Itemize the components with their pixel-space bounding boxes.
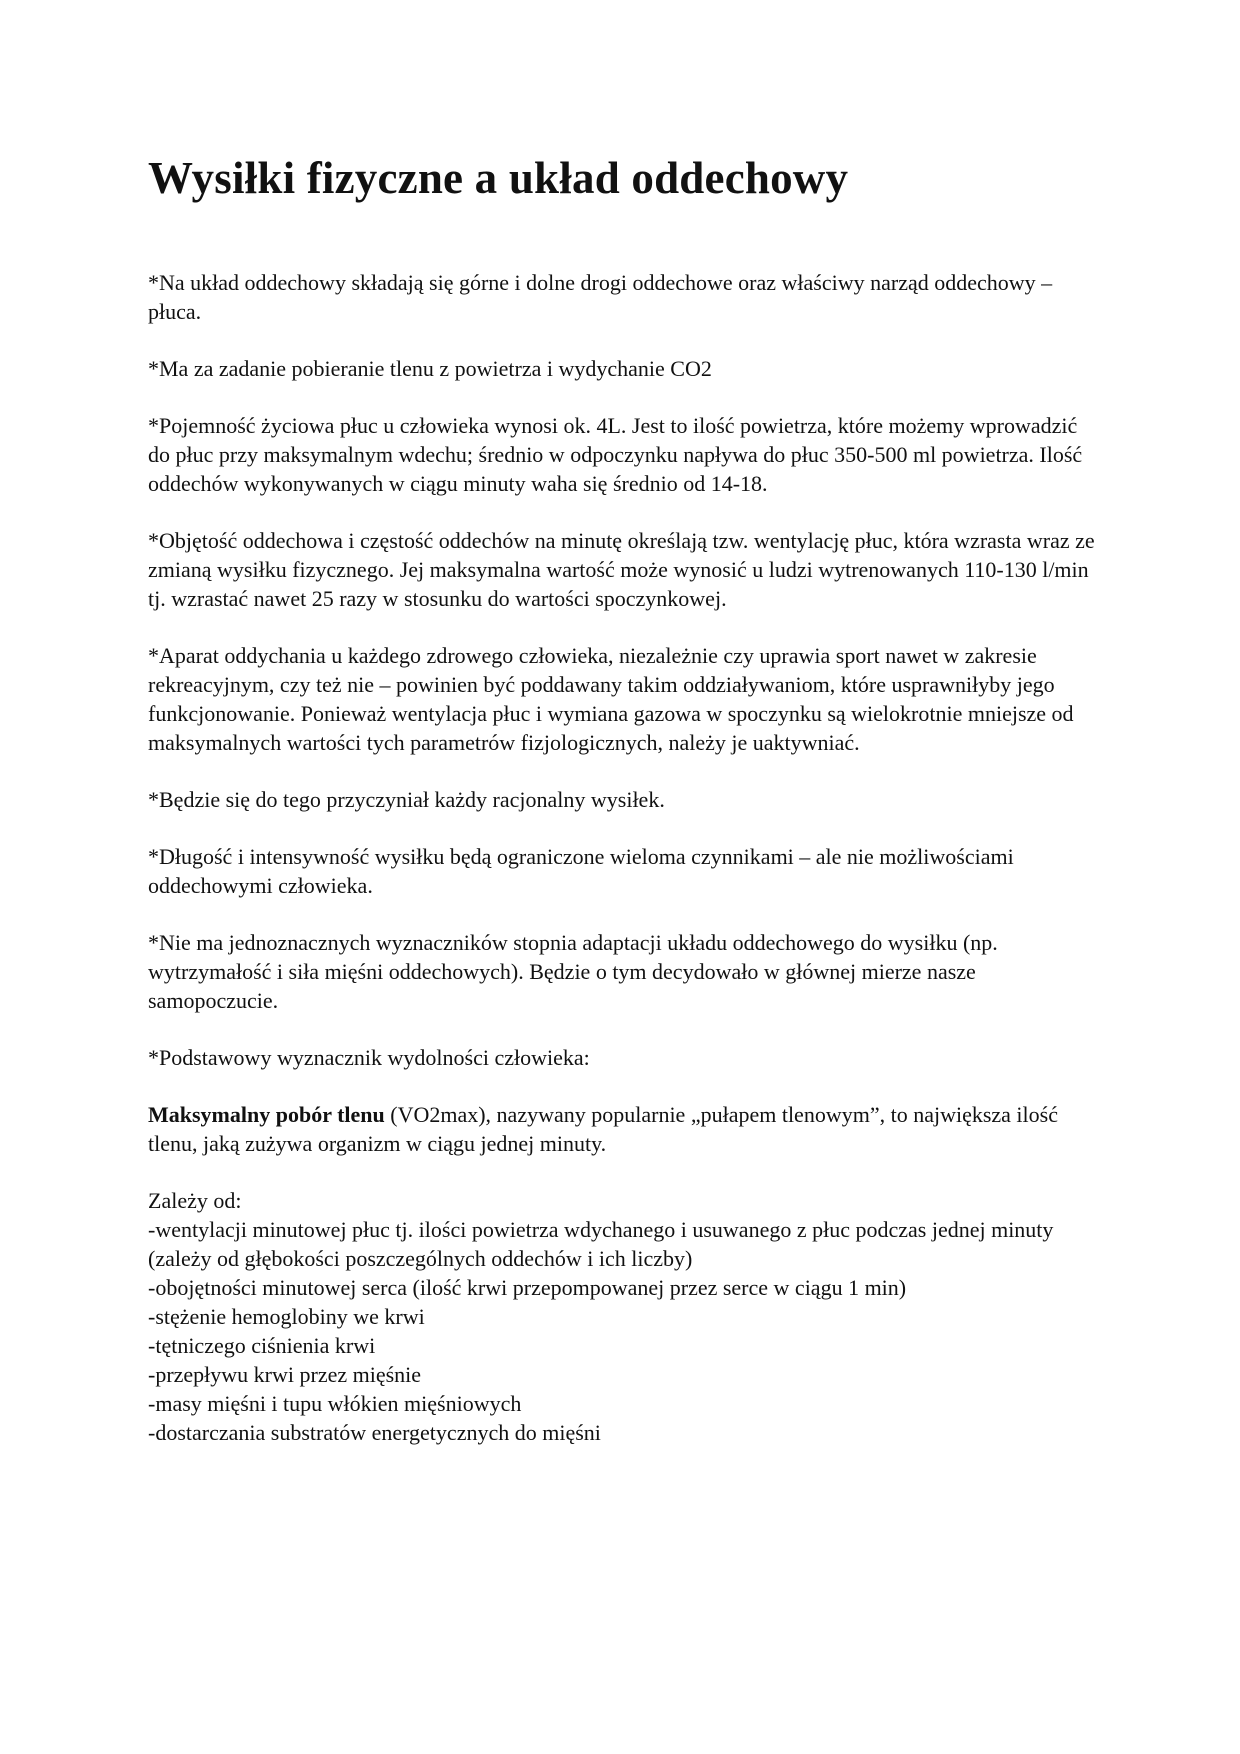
paragraph-respiratory-system: *Na układ oddechowy składają się górne i dolne drogi oddechowe oraz właściwy narząd oddechowy – płuca. [148, 270, 1053, 324]
paragraph-basic-indicator: *Podstawowy wyznacznik wydolności człowieka: [148, 1045, 590, 1070]
paragraph-effort-limits: *Długość i intensywność wysiłku będą ograniczone wieloma czynnikami – ale nie możliwościami oddechowymi człowieka. [148, 844, 1014, 898]
definition-vo2max [148, 1100, 1098, 1158]
paragraph-rational-effort: *Będzie się do tego przyczyniał każdy racjonalny wysiłek. [148, 787, 665, 812]
definition-term: Maksymalny pobór tlenu [148, 1102, 385, 1127]
document-title: Wysiłki fizyczne a układ oddechowy [148, 153, 849, 203]
list-item: -stężenie hemoglobiny we krwi [148, 1304, 425, 1329]
list-item: -obojętności minutowej serca (ilość krwi przepompowanej przez serce w ciągu 1 min) [148, 1275, 907, 1300]
paragraph-function: *Ma za zadanie pobieranie tlenu z powietrza i wydychanie CO2 [148, 356, 712, 381]
list-item: -dostarczania substratów energetycznych do mięśni [148, 1420, 601, 1445]
paragraph-adaptation: *Nie ma jednoznacznych wyznaczników stopnia adaptacji układu oddechowego do wysiłku (np. wytrzymałość i siła mięśni oddechowych). Będzie o tym decydowało w głównej mierze nasze samopoczucie. [148, 930, 998, 1013]
depends-on-list [148, 1215, 1098, 1447]
paragraph-breathing-apparatus: *Aparat oddychania u każdego zdrowego człowieka, niezależnie czy uprawia sport nawet w zakresie rekreacyjnym, czy też nie – powinien być poddawany takim oddziaływaniom, które usprawniłyby jego funkcjonowanie. Ponieważ wentylacja płuc i wymiana gazowa w spoczynku są wielokrotnie mniejsze od maksymalnych wartości tych parametrów fizjologicznych, należy je uaktywniać. [148, 643, 1074, 755]
document-page [148, 150, 1098, 1447]
list-item: -tętniczego ciśnienia krwi [148, 1333, 376, 1358]
definition-text: (VO2max), nazywany popularnie „pułapem tlenowym”, to największa ilość tlenu, jaką zużywa organizm w ciągu jednej minuty. [148, 1102, 1058, 1156]
list-item: -masy mięśni i tupu włókien mięśniowych [148, 1391, 522, 1416]
depends-on-label: Zależy od: [148, 1188, 242, 1213]
paragraph-lung-capacity: *Pojemność życiowa płuc u człowieka wynosi ok. 4L. Jest to ilość powietrza, które możemy wprowadzić do płuc przy maksymalnym wdechu; średnio w odpoczynku napływa do płuc 350-500 ml powietrza. Ilość oddechów wykonywanych w ciągu minuty waha się średnio od 14-18. [148, 413, 1083, 496]
paragraph-ventilation: *Objętość oddechowa i częstość oddechów na minutę określają tzw. wentylację płuc, która wzrasta wraz ze zmianą wysiłku fizycznego. Jej maksymalna wartość może wynosić u ludzi wytrenowanych 110-130 l/min tj. wzrastać nawet 25 razy w stosunku do wartości spoczynkowej. [148, 528, 1095, 611]
list-item: -wentylacji minutowej płuc tj. ilości powietrza wdychanego i usuwanego z płuc podczas jednej minuty (zależy od głębokości poszczególnych oddechów i ich liczby) [148, 1217, 1054, 1271]
list-item: -przepływu krwi przez mięśnie [148, 1362, 422, 1387]
